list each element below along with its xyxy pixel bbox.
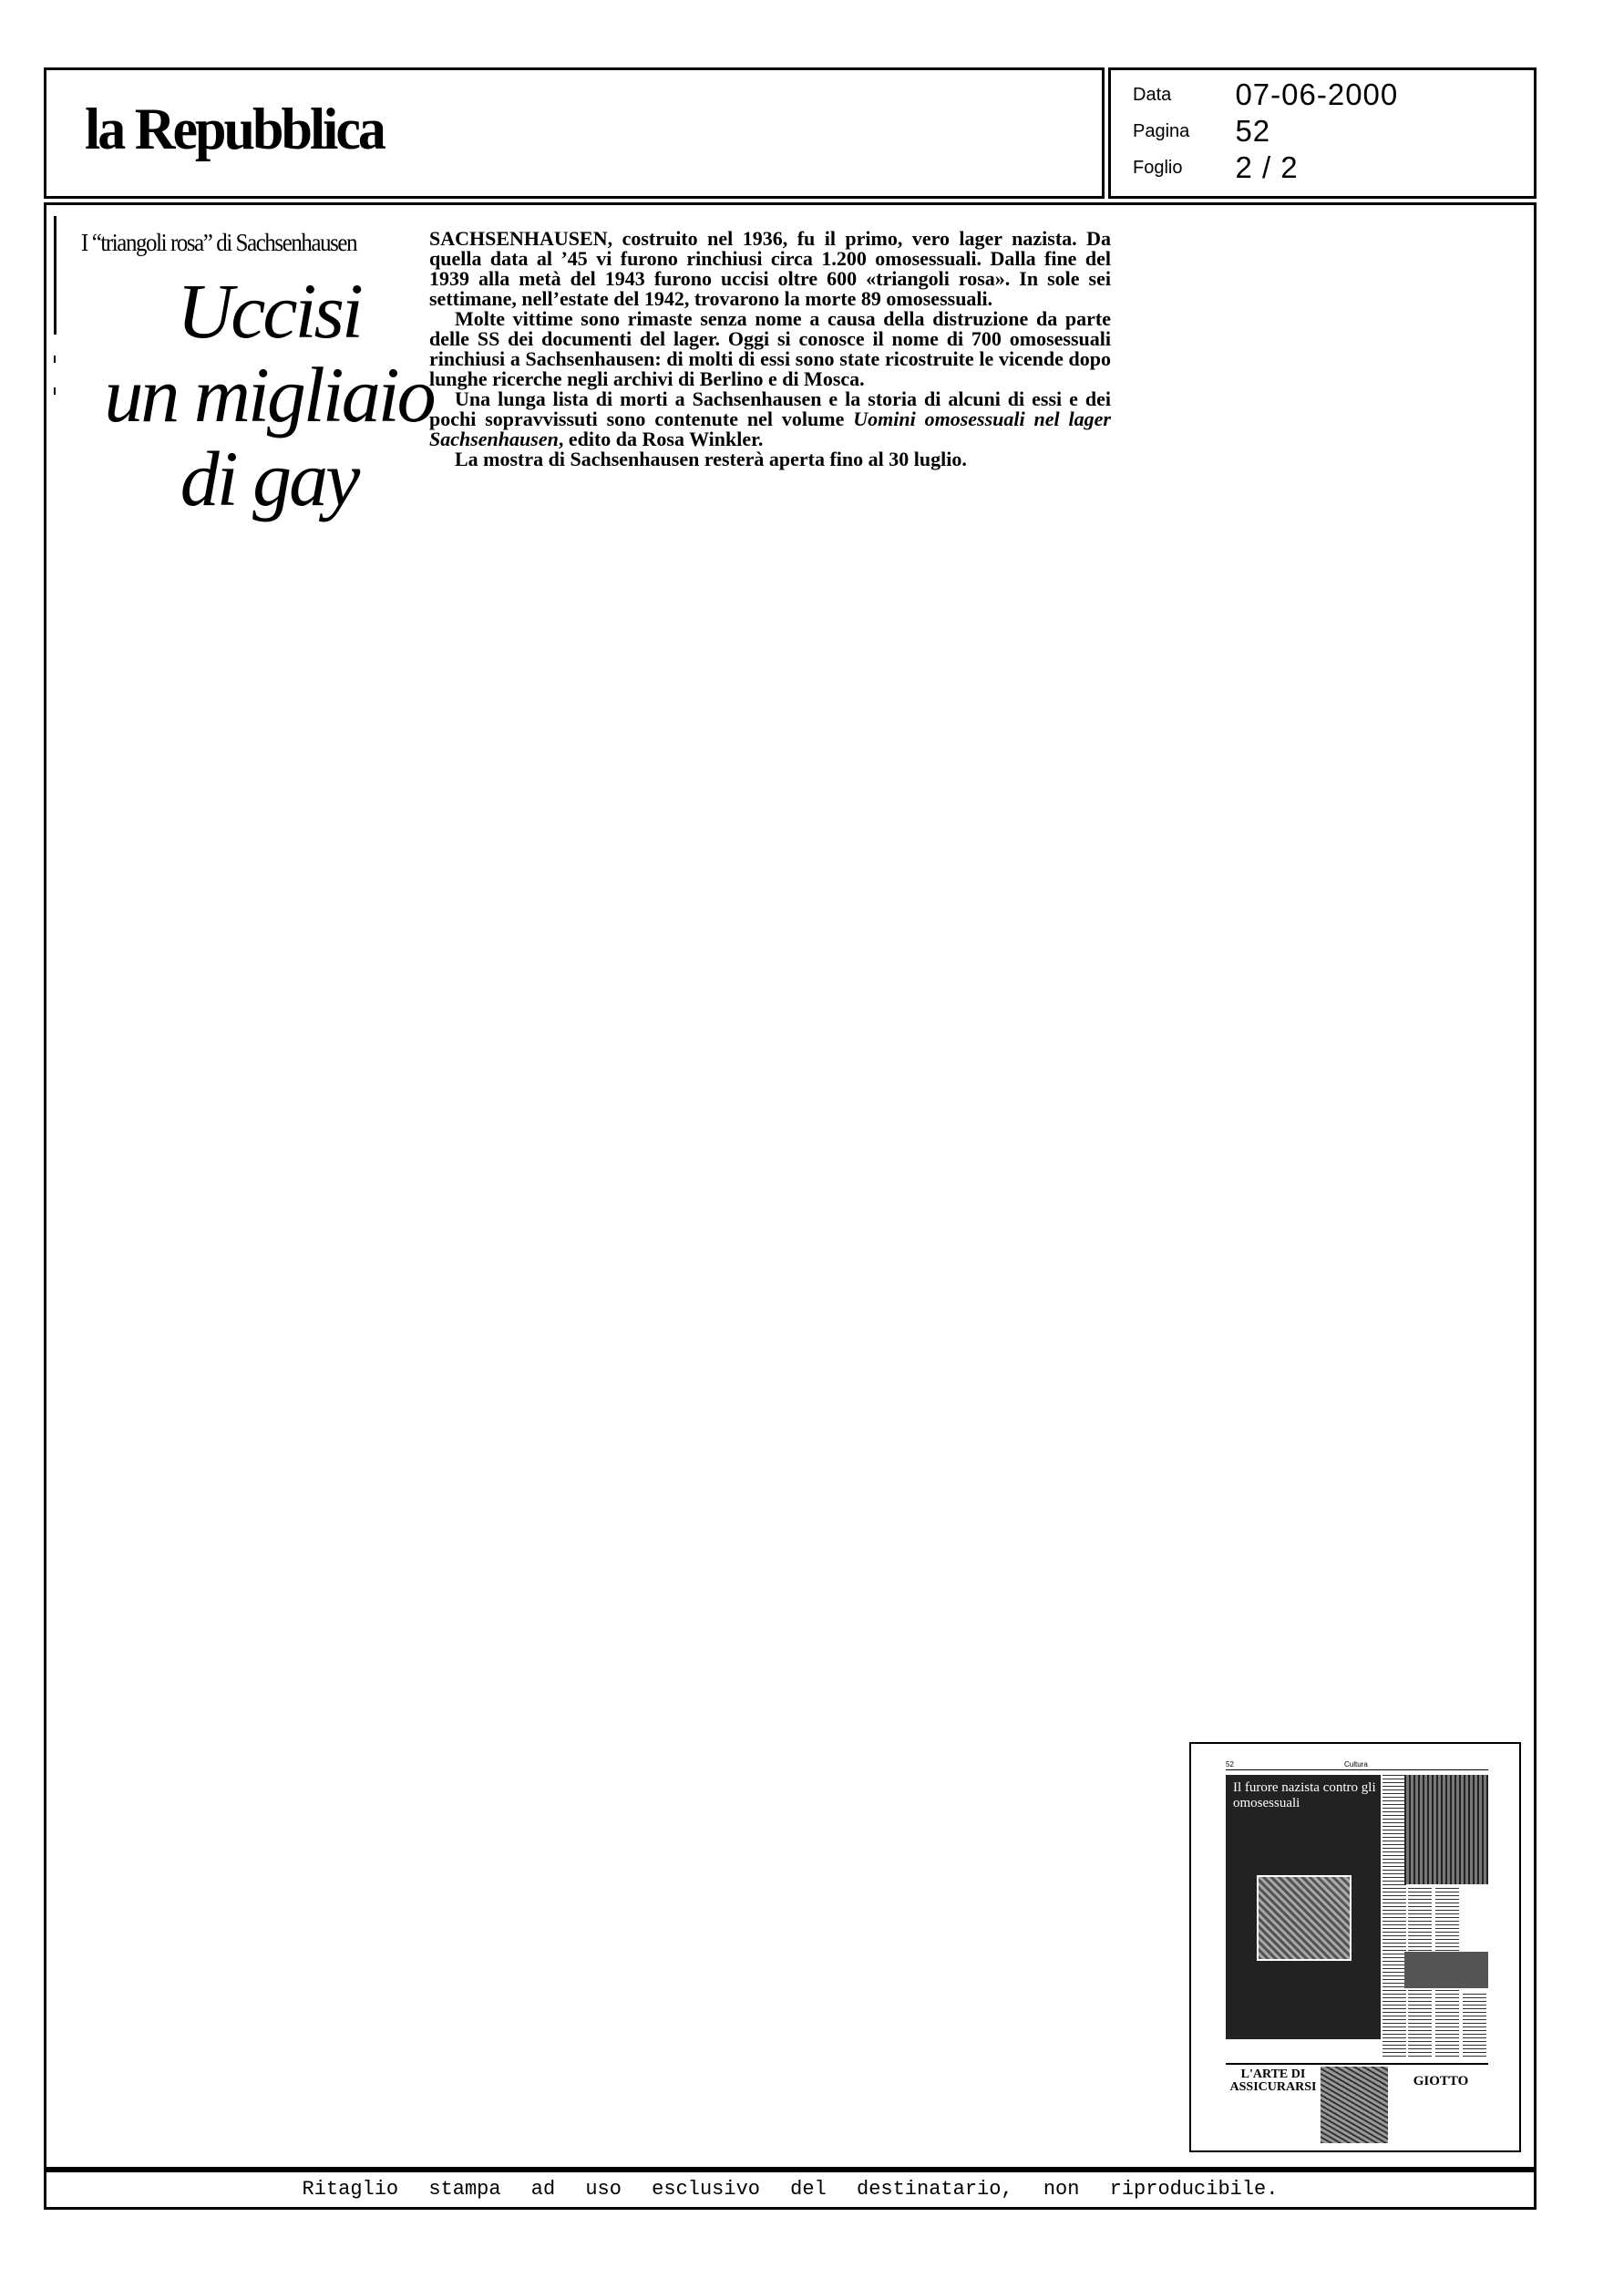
foglio-value: 2 / 2 [1235, 150, 1299, 184]
article-paragraph: Molte vittime sono rimaste senza nome a causa della distruzione da parte delle SS dei documenti del lager. Oggi si conosce il nome di 700 omosessuali rinchiusi a Sachsenhausen: di molti di essi sono state ricostruite le vicende dopo lunghe ricerche negli archivi di Berlino e di Mosca. [429, 307, 1111, 390]
thumbnail-ad-giotto [1395, 2074, 1486, 2089]
thumbnail-ad-text: L'ARTE DI ASSICURARSI [1229, 2068, 1317, 2094]
page-thumbnail [1189, 1742, 1521, 2152]
meta-row-foglio [1133, 150, 1299, 185]
article-paragraph: La mostra di Sachsenhausen resterà aperta fino al 30 luglio. [455, 448, 967, 470]
thumbnail-text-column [1382, 1775, 1406, 2057]
pagina-label: Pagina [1133, 120, 1190, 141]
thumbnail-text-column [1463, 1994, 1486, 2057]
meta-row-pagina [1133, 114, 1270, 149]
headline-line: di gay [180, 435, 358, 522]
headline-line: un migliaio [104, 351, 434, 438]
thumbnail-image [1257, 1875, 1352, 1961]
article-paragraph [429, 389, 1111, 449]
footer [44, 2170, 1537, 2210]
thumbnail-ad-image [1321, 2067, 1388, 2143]
margin-mark [54, 356, 56, 363]
thumbnail-title: Il furore nazista contro gli omosessuali [1233, 1780, 1376, 1810]
thumbnail-page [1226, 1760, 1488, 2143]
article-kicker: I “triangoli rosa” di Sachsenhausen [81, 229, 357, 256]
book-title: Uomini omosessuali nel lager Sachsenhausen [429, 407, 1111, 450]
thumbnail-photo [1404, 1775, 1488, 1884]
thumbnail-ad-strip [1226, 2063, 1488, 2143]
thumbnail-header [1226, 1760, 1488, 1770]
pagina-value: 52 [1235, 114, 1271, 148]
thumbnail-section: Cultura [1344, 1760, 1368, 1769]
data-label: Data [1133, 84, 1172, 105]
thumbnail-page-number: 52 [1226, 1760, 1234, 1769]
headline-line: Uccisi [177, 267, 361, 355]
thumbnail-feature-block [1226, 1775, 1381, 2039]
thumbnail-ad-title: GIOTTO [1413, 2074, 1469, 2088]
newspaper-logo: la Repubblica [85, 97, 384, 162]
article-body [429, 229, 1111, 469]
article-area [44, 202, 1537, 2170]
paragraph-text: Una lunga lista di morti a Sachsenhausen e la storia di alcuni di essi e dei pochi sopravvissuti sono contenute nel volume [429, 387, 1111, 430]
meta-row-data [1133, 77, 1398, 112]
foglio-label: Foglio [1133, 157, 1183, 178]
article-paragraph: SACHSENHAUSEN, costruito nel 1936, fu il primo, vero lager nazista. Da quella data al ’45 vi furono rinchiusi circa 1.200 omosessuali. Dalla fine del 1939 alla metà del 1943 furono uccisi oltre 600 «triangoli rosa». In sole sei settimane, nell’estate del 1942, trovarono la morte 89 omosessuali. [429, 227, 1111, 310]
masthead [44, 67, 1105, 199]
thumbnail-photo [1404, 1952, 1488, 1988]
article-headline [87, 269, 451, 521]
paragraph-text: , edito da Rosa Winkler. [558, 428, 764, 450]
margin-rule [54, 216, 57, 335]
footer-disclaimer: Ritaglio stampa ad uso esclusivo del destinatario, non riproducibile. [302, 2178, 1279, 2201]
data-value: 07-06-2000 [1235, 77, 1399, 111]
clipping-metadata [1108, 67, 1537, 199]
margin-mark [54, 387, 56, 395]
